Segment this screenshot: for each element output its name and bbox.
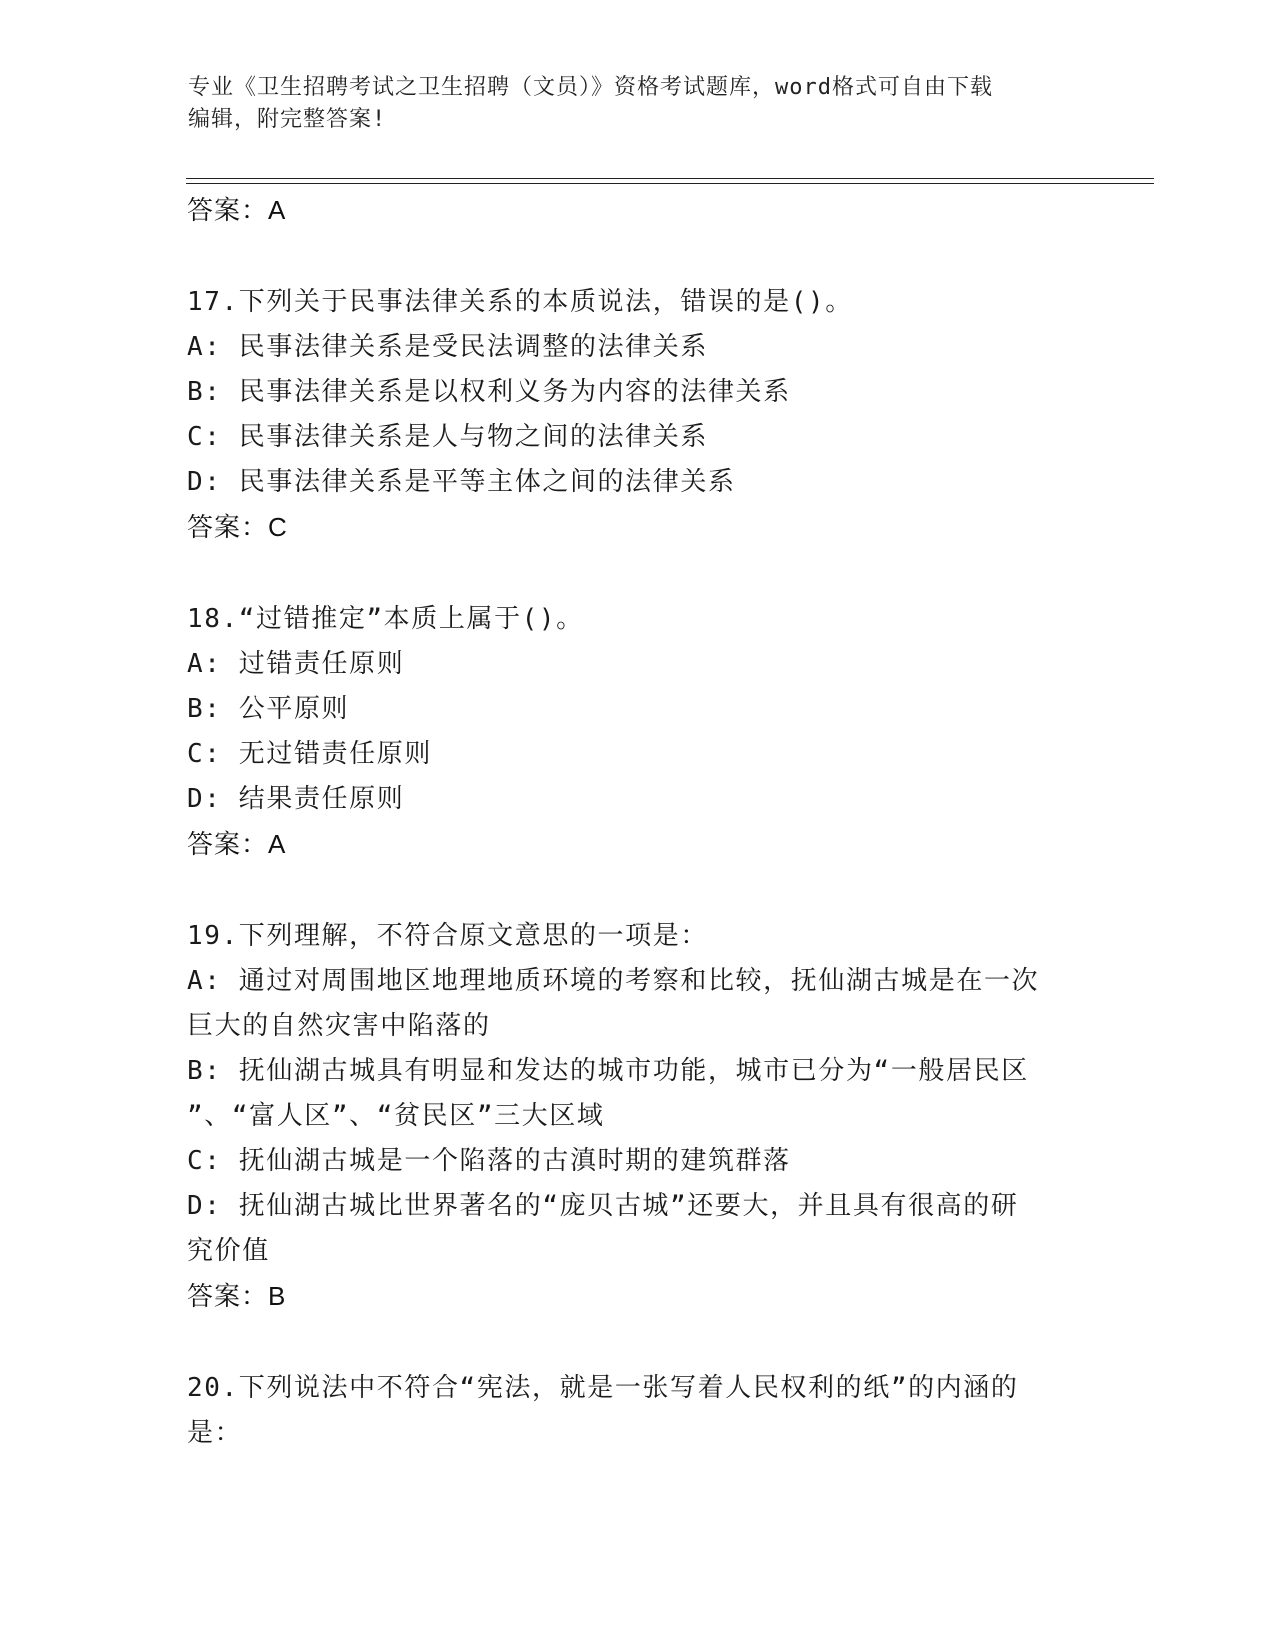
header-line-1: 专业《卫生招聘考试之卫生招聘（文员）》资格考试题库，word格式可自由下载 [188,75,993,100]
option-b: B: 民事法律关系是以权利义务为内容的法律关系 [187,377,791,407]
option-a: A: 民事法律关系是受民法调整的法律关系 [187,332,708,362]
question-stem: 20.下列说法中不符合“宪法，就是一张写着人民权利的纸”的内涵的 [187,1373,1019,1403]
option-b: B: 公平原则 [187,694,350,724]
spacer [187,550,1087,597]
spacer [187,1319,1087,1366]
question-stem: 17.下列关于民事法律关系的本质说法，错误的是()。 [187,287,853,317]
question-stem: 19.下列理解，不符合原文意思的一项是： [187,921,708,951]
option-d-continued: 究价值 [187,1236,270,1266]
option-b: B: 抚仙湖古城具有明显和发达的城市功能，城市已分为“一般居民区 [187,1056,1029,1086]
option-c: C: 民事法律关系是人与物之间的法律关系 [187,422,708,452]
header-divider-bottom [186,183,1154,184]
question-list [187,188,1087,1456]
option-a: A: 过错责任原则 [187,649,405,679]
option-c: C: 抚仙湖古城是一个陷落的古滇时期的建筑群落 [187,1146,791,1176]
header-line-2: 编辑，附完整答案! [188,107,387,132]
question-stem-continued: 是： [187,1418,243,1448]
option-d: D: 抚仙湖古城比世界著名的“庞贝古城”还要大，并且具有很高的研 [187,1191,1019,1221]
spacer [187,233,1087,280]
document-header [188,72,1068,136]
option-c: C: 无过错责任原则 [187,739,432,769]
answer: 答案：A [187,829,287,859]
option-a: A: 通过对周围地区地理地质环境的考察和比较，抚仙湖古城是在一次 [187,966,1040,996]
question-18 [187,597,1087,867]
option-d: D: 结果责任原则 [187,784,405,814]
option-d: D: 民事法律关系是平等主体之间的法律关系 [187,467,736,497]
previous-answer: 答案：A [187,195,287,225]
header-divider-top [186,178,1154,179]
option-b-continued: ”、“富人区”、“贫民区”三大区域 [187,1101,605,1131]
spacer [187,867,1087,914]
answer: 答案：C [187,512,288,542]
question-19 [187,914,1087,1319]
question-stem: 18.“过错推定”本质上属于()。 [187,604,584,634]
question-20 [187,1366,1087,1456]
answer: 答案：B [187,1281,287,1311]
option-a-continued: 巨大的自然灾害中陷落的 [187,1011,491,1041]
question-17 [187,280,1087,550]
